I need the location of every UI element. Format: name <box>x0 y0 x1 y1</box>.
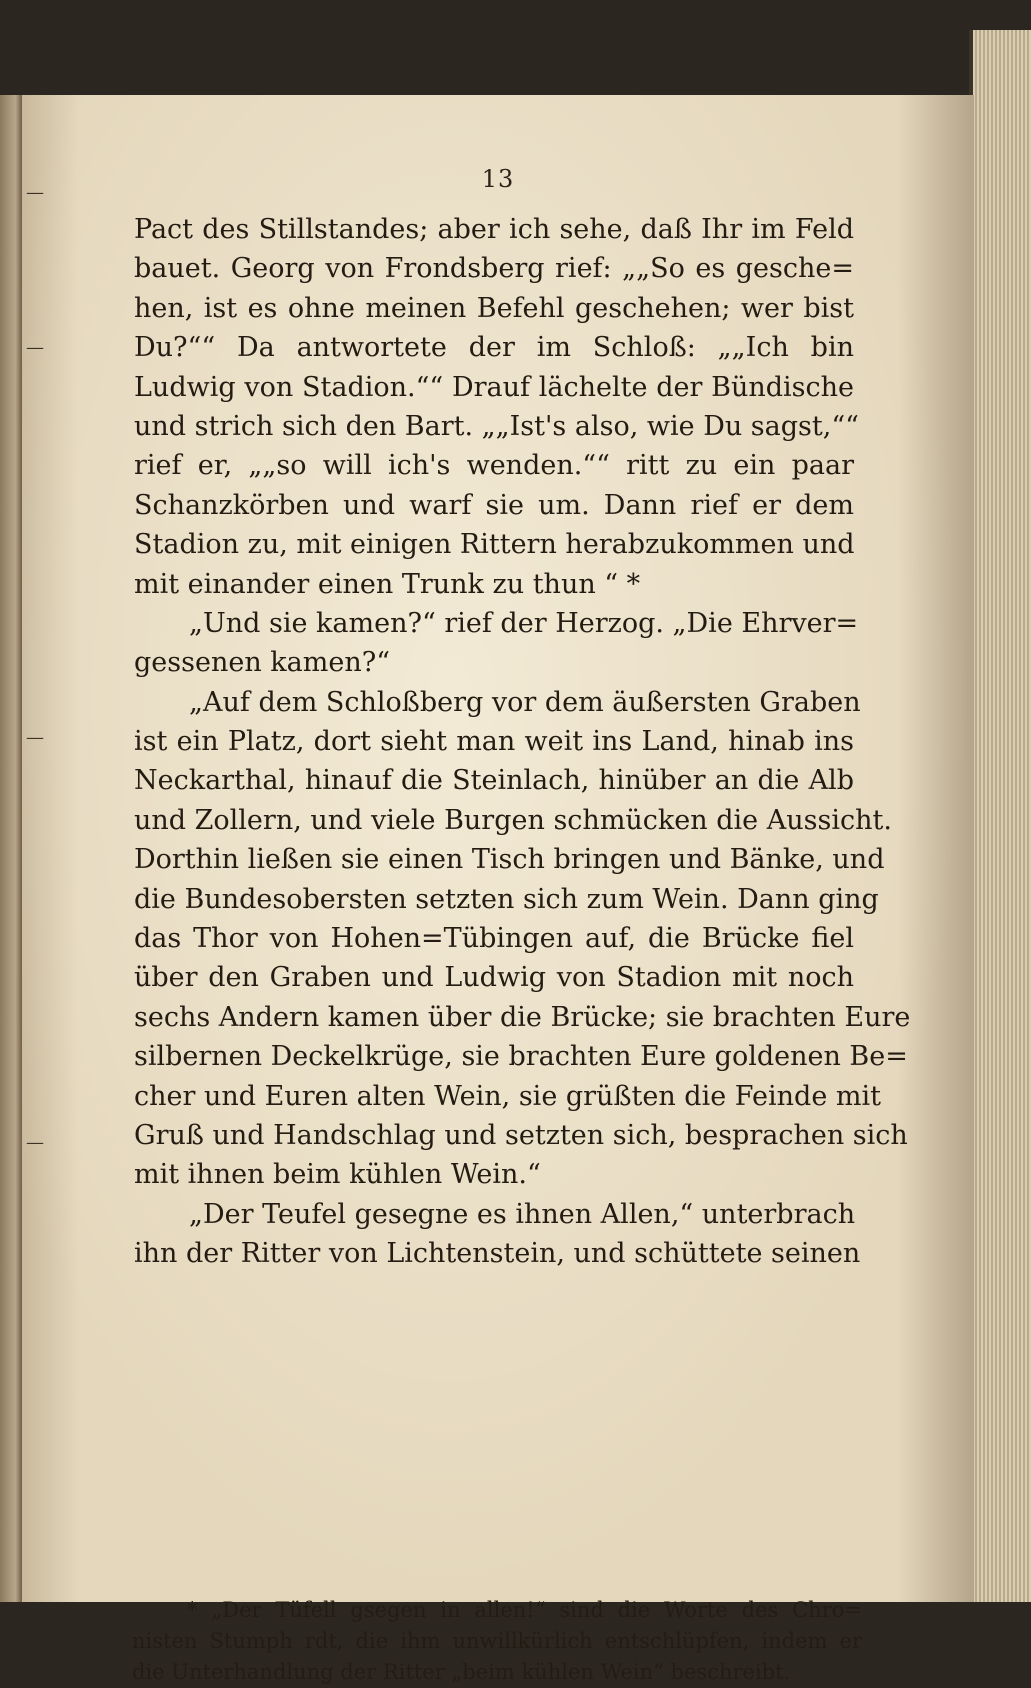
text-line: gessenen kamen?“ <box>134 647 390 679</box>
footnote <box>132 1595 862 1688</box>
text-line: Schanzkörben und warf sie um. Dann rief er dem <box>134 489 854 521</box>
text-line: cher und Euren alten Wein, sie grüßten die Feinde mit <box>134 1080 881 1112</box>
text-line: Gruß und Handschlag und setzten sich, besprachen sich <box>134 1119 908 1151</box>
text-line: über den Graben und Ludwig von Stadion mit noch <box>134 962 854 994</box>
text-line: Neckarthal, hinauf die Steinlach, hinüber an die Alb <box>134 765 854 797</box>
text-line: rief er, „„so will ich's wenden.““ ritt zu ein paar <box>134 450 854 482</box>
text-line: und strich sich den Bart. „„Ist's also, wie Du sagst,““ <box>134 410 859 442</box>
body-text <box>134 210 911 1274</box>
text-line: Dorthin ließen sie einen Tisch bringen und Bänke, und <box>134 844 885 876</box>
footnote-line: die Unterhandlung der Ritter „beim kühlen Wein“ beschreibt. <box>132 1660 791 1684</box>
text-line: die Bundesobersten setzten sich zum Wein. Dann ging <box>134 883 879 915</box>
text-line: und Zollern, und viele Burgen schmücken die Aussicht. <box>134 804 892 836</box>
footnote-line: nisten Stumph rdt, die ihm unwillkürlich entschlüpfen, indem er <box>132 1629 862 1653</box>
binding-thread-mark: — <box>26 727 44 748</box>
text-line: hen, ist es ohne meinen Befehl geschehen; wer bist <box>134 292 854 324</box>
text-line: bauet. Georg von Frondsberg rief: „„So es gesche= <box>134 253 854 285</box>
text-line: silbernen Deckelkrüge, sie brachten Eure goldenen Be= <box>134 1041 908 1073</box>
text-line: Stadion zu, mit einigen Rittern herabzukommen und <box>134 529 855 561</box>
text-line: „Der Teufel gesegne es ihnen Allen,“ unterbrach <box>189 1198 856 1230</box>
text-line: das Thor von Hohen=Tübingen auf, die Brücke fiel <box>134 923 854 955</box>
fore-edge <box>969 30 1031 1602</box>
text-line: ist ein Platz, dort sieht man weit ins Land, hinab ins <box>134 726 854 758</box>
binding-thread-mark: — <box>26 337 44 358</box>
text-line: „Auf dem Schloßberg vor dem äußersten Graben <box>189 686 861 718</box>
footnote-line: * „Der Tüfell gsegen in allen!“ sind die Worte des Chro= <box>187 1598 862 1622</box>
text-line: „Und sie kamen?“ rief der Herzog. „Die Ehrver= <box>189 607 859 639</box>
binding-thread-mark: — <box>26 182 44 203</box>
facing-page-edge <box>0 95 22 1602</box>
text-line: Pact des Stillstandes; aber ich sehe, daß Ihr im Feld <box>134 214 854 245</box>
text-line: Ludwig von Stadion.““ Drauf lächelte der Bündische <box>134 371 854 403</box>
text-line: mit einander einen Trunk zu thun “ * <box>134 568 641 600</box>
text-line: sechs Andern kamen über die Brücke; sie brachten Eure <box>134 1001 911 1033</box>
book-page <box>22 95 974 1684</box>
binding-thread-mark: — <box>26 1132 44 1153</box>
page-number: 13 <box>481 165 515 193</box>
text-line: mit ihnen beim kühlen Wein.“ <box>134 1159 541 1191</box>
text-line: Du?““ Da antwortete der im Schloß: „„Ich bin <box>134 332 854 364</box>
text-line: ihn der Ritter von Lichtenstein, und schüttete seinen <box>134 1238 861 1270</box>
